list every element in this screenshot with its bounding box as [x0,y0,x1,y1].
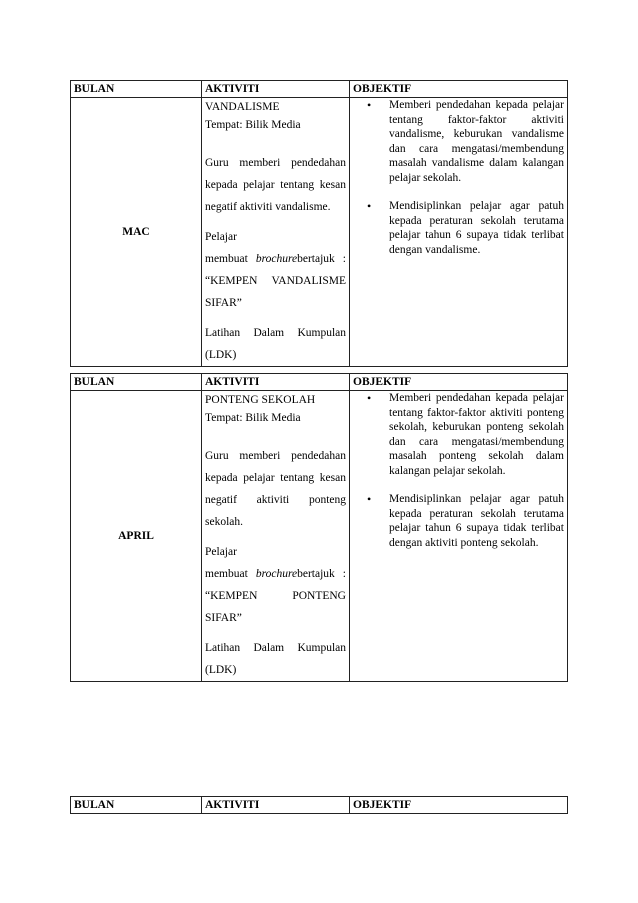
header-aktiviti: AKTIVITI [202,374,350,391]
aktiviti-pelajar-label: Pelajar [205,546,237,558]
aktiviti-guru-line: kepada pelajar tentang kesan [205,179,346,191]
header-row [71,81,568,98]
aktiviti-membuat-line: membuat brochurebertajuk : [205,568,347,580]
header-row [71,797,568,814]
aktiviti-guru-line: Guru memberi pendedahan [205,450,346,462]
aktiviti-tempat: Tempat: Bilik Media [205,412,301,424]
plan-table-next [70,796,568,814]
aktiviti-pelajar-label: Pelajar [205,231,237,243]
aktiviti-guru-line: negatif aktiviti vandalisme. [205,201,331,213]
objektif-item: • Mendisiplinkan pelajar agar patuh kepada peraturan sekolah terutama pelajar tahun 6 supaya tidak terlibat dengan aktiviti ponteng sekolah. [367,492,564,549]
objektif-item: • Memberi pendedahan kepada pelajar tentang faktor-faktor aktiviti ponteng sekolah, keburukan ponteng sekolah dan cara mengatasi/membendung masalah ponteng sekolah dalam kalangan pelajar sekolah. [367,391,564,477]
aktiviti-kempen-line: “KEMPEN VANDALISME [205,275,346,287]
objektif-cell [350,391,568,682]
plan-table-mac [70,80,568,367]
aktiviti-ldk-line: Latihan Dalam Kumpulan [205,642,346,654]
bulan-cell: MAC [71,98,202,367]
header-objektif: OBJEKTIF [350,374,568,391]
aktiviti-guru-line: sekolah. [205,516,244,528]
header-objektif: OBJEKTIF [350,797,568,814]
header-bulan: BULAN [71,81,202,98]
aktiviti-tempat: Tempat: Bilik Media [205,119,301,131]
bullet-icon: • [367,391,372,405]
aktiviti-guru-line: negatif aktiviti ponteng [205,494,346,506]
aktiviti-guru-line: Guru memberi pendedahan [205,157,346,169]
header-aktiviti: AKTIVITI [202,797,350,814]
aktiviti-cell [202,98,350,367]
plan-table-april [70,373,568,682]
header-bulan: BULAN [71,797,202,814]
brochure-word: brochure [255,253,298,265]
aktiviti-title: VANDALISME [205,101,280,113]
table-row [71,391,568,682]
objektif-cell [350,98,568,367]
table-row [71,98,568,367]
header-objektif: OBJEKTIF [350,81,568,98]
aktiviti-kempen-line: SIFAR” [205,297,242,309]
brochure-word: brochure [255,568,298,580]
bulan-cell: APRIL [71,391,202,682]
objektif-item: • Memberi pendedahan kepada pelajar tentang faktor-faktor aktiviti vandalisme, keburukan vandalisme dan cara mengatasi/membendung masalah vandalisme dalam kalangan pelajar sekolah. [367,98,564,184]
aktiviti-kempen-line: SIFAR” [205,612,242,624]
aktiviti-ldk-line: (LDK) [205,349,237,361]
bullet-icon: • [367,98,372,112]
aktiviti-guru-line: kepada pelajar tentang kesan [205,472,346,484]
aktiviti-membuat-line: membuat brochurebertajuk : [205,253,347,265]
bullet-icon: • [367,199,372,213]
aktiviti-ldk-line: Latihan Dalam Kumpulan [205,327,346,339]
aktiviti-ldk-line: (LDK) [205,664,237,676]
bullet-icon: • [367,492,372,506]
aktiviti-kempen-line: “KEMPEN PONTENG [205,590,346,602]
aktiviti-cell [202,391,350,682]
objektif-list [353,391,564,550]
objektif-item: • Mendisiplinkan pelajar agar patuh kepada peraturan sekolah terutama pelajar tahun 6 supaya tidak terlibat dengan vandalisme. [367,199,564,256]
header-aktiviti: AKTIVITI [202,81,350,98]
objektif-list [353,98,564,257]
aktiviti-title: PONTENG SEKOLAH [205,394,316,406]
header-row [71,374,568,391]
header-bulan: BULAN [71,374,202,391]
